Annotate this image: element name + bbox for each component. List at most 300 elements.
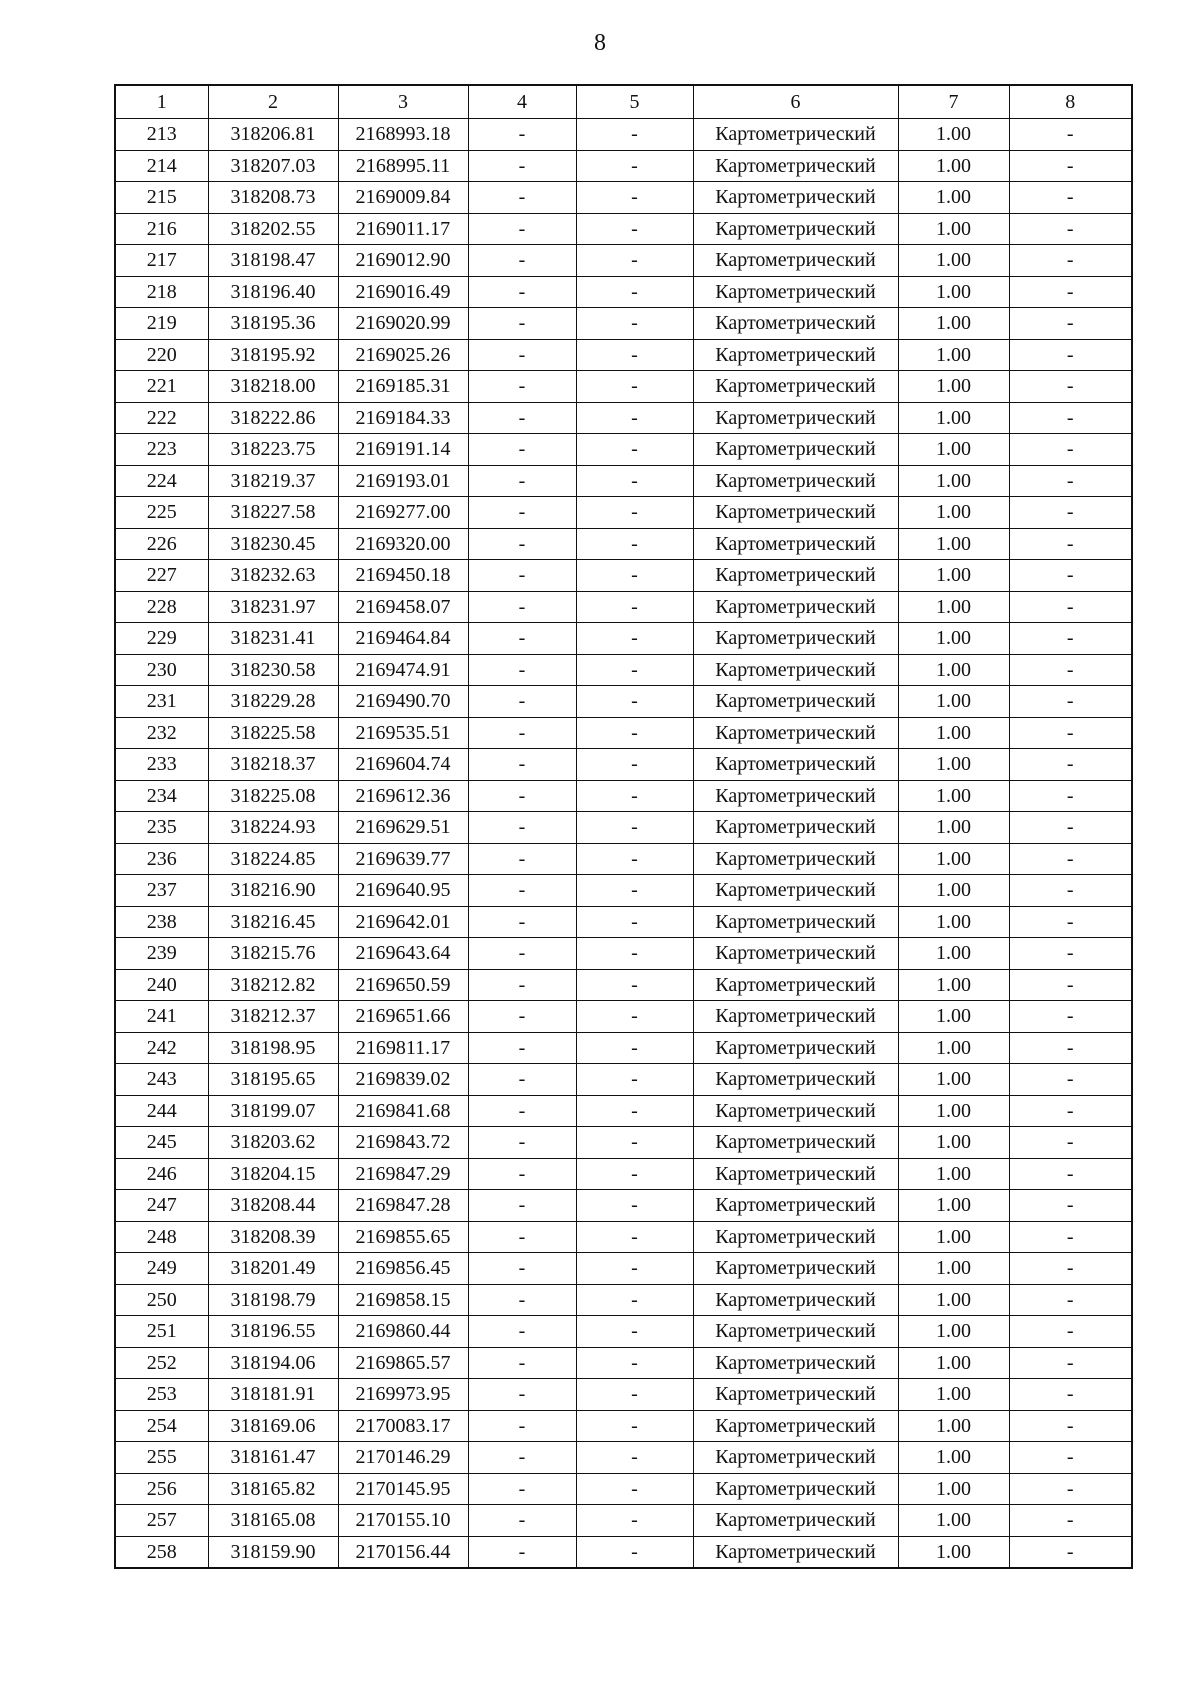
table-row	[115, 875, 1132, 907]
cell-col-4: -	[468, 717, 576, 749]
cell-coord-y: 2170145.95	[338, 1473, 468, 1505]
cell-point-number: 258	[115, 1536, 208, 1568]
table-row	[115, 1442, 1132, 1474]
cell-coord-y: 2169847.28	[338, 1190, 468, 1222]
cell-coord-y: 2169020.99	[338, 308, 468, 340]
cell-col-8: -	[1009, 1032, 1132, 1064]
cell-col-8: -	[1009, 1190, 1132, 1222]
cell-accuracy: 1.00	[898, 938, 1009, 970]
cell-col-5: -	[576, 1221, 693, 1253]
cell-col-4: -	[468, 308, 576, 340]
cell-method: Картометрический	[693, 1284, 898, 1316]
cell-col-5: -	[576, 150, 693, 182]
cell-accuracy: 1.00	[898, 780, 1009, 812]
cell-accuracy: 1.00	[898, 1379, 1009, 1411]
cell-coord-y: 2169193.01	[338, 465, 468, 497]
cell-method: Картометрический	[693, 1347, 898, 1379]
cell-method: Картометрический	[693, 1064, 898, 1096]
cell-coord-x: 318208.39	[208, 1221, 338, 1253]
cell-coord-y: 2169858.15	[338, 1284, 468, 1316]
cell-point-number: 226	[115, 528, 208, 560]
cell-method: Картометрический	[693, 969, 898, 1001]
column-header-4: 4	[468, 85, 576, 119]
cell-col-5: -	[576, 119, 693, 151]
cell-point-number: 222	[115, 402, 208, 434]
cell-point-number: 218	[115, 276, 208, 308]
cell-col-5: -	[576, 371, 693, 403]
cell-point-number: 227	[115, 560, 208, 592]
cell-col-8: -	[1009, 780, 1132, 812]
cell-col-5: -	[576, 1410, 693, 1442]
cell-accuracy: 1.00	[898, 654, 1009, 686]
cell-method: Картометрический	[693, 1158, 898, 1190]
cell-method: Картометрический	[693, 1095, 898, 1127]
cell-coord-x: 318212.82	[208, 969, 338, 1001]
cell-col-8: -	[1009, 938, 1132, 970]
table-row	[115, 906, 1132, 938]
cell-accuracy: 1.00	[898, 119, 1009, 151]
table-row	[115, 1410, 1132, 1442]
cell-col-4: -	[468, 1410, 576, 1442]
cell-accuracy: 1.00	[898, 182, 1009, 214]
cell-method: Картометрический	[693, 623, 898, 655]
cell-point-number: 247	[115, 1190, 208, 1222]
table-row	[115, 434, 1132, 466]
cell-col-4: -	[468, 371, 576, 403]
cell-point-number: 217	[115, 245, 208, 277]
cell-point-number: 229	[115, 623, 208, 655]
cell-coord-x: 318218.00	[208, 371, 338, 403]
cell-col-8: -	[1009, 1505, 1132, 1537]
cell-col-4: -	[468, 276, 576, 308]
table-row	[115, 1127, 1132, 1159]
cell-coord-y: 2169650.59	[338, 969, 468, 1001]
cell-point-number: 219	[115, 308, 208, 340]
table-row	[115, 969, 1132, 1001]
cell-coord-y: 2169535.51	[338, 717, 468, 749]
cell-point-number: 246	[115, 1158, 208, 1190]
cell-col-5: -	[576, 1032, 693, 1064]
cell-point-number: 254	[115, 1410, 208, 1442]
cell-col-4: -	[468, 560, 576, 592]
cell-col-8: -	[1009, 717, 1132, 749]
cell-col-5: -	[576, 1284, 693, 1316]
cell-method: Картометрический	[693, 1032, 898, 1064]
cell-coord-x: 318222.86	[208, 402, 338, 434]
cell-col-5: -	[576, 434, 693, 466]
cell-coord-y: 2170146.29	[338, 1442, 468, 1474]
cell-col-8: -	[1009, 1347, 1132, 1379]
cell-coord-y: 2169860.44	[338, 1316, 468, 1348]
table-row	[115, 938, 1132, 970]
table-row	[115, 717, 1132, 749]
cell-accuracy: 1.00	[898, 1316, 1009, 1348]
cell-coord-x: 318194.06	[208, 1347, 338, 1379]
table-row	[115, 1190, 1132, 1222]
page-number: 8	[594, 30, 606, 56]
cell-col-4: -	[468, 402, 576, 434]
cell-method: Картометрический	[693, 1410, 898, 1442]
cell-coord-y: 2169841.68	[338, 1095, 468, 1127]
cell-col-4: -	[468, 1221, 576, 1253]
cell-point-number: 235	[115, 812, 208, 844]
cell-col-8: -	[1009, 1127, 1132, 1159]
cell-accuracy: 1.00	[898, 1347, 1009, 1379]
cell-coord-y: 2169191.14	[338, 434, 468, 466]
cell-point-number: 248	[115, 1221, 208, 1253]
table-row	[115, 150, 1132, 182]
cell-accuracy: 1.00	[898, 213, 1009, 245]
cell-col-5: -	[576, 182, 693, 214]
table-row	[115, 213, 1132, 245]
cell-col-8: -	[1009, 654, 1132, 686]
cell-accuracy: 1.00	[898, 843, 1009, 875]
cell-method: Картометрический	[693, 528, 898, 560]
cell-accuracy: 1.00	[898, 591, 1009, 623]
cell-col-5: -	[576, 1064, 693, 1096]
column-header-2: 2	[208, 85, 338, 119]
cell-col-4: -	[468, 1253, 576, 1285]
cell-col-8: -	[1009, 591, 1132, 623]
cell-col-5: -	[576, 1536, 693, 1568]
cell-point-number: 215	[115, 182, 208, 214]
cell-col-8: -	[1009, 182, 1132, 214]
cell-col-5: -	[576, 812, 693, 844]
cell-coord-x: 318225.58	[208, 717, 338, 749]
cell-col-5: -	[576, 213, 693, 245]
cell-col-8: -	[1009, 686, 1132, 718]
cell-accuracy: 1.00	[898, 717, 1009, 749]
cell-col-5: -	[576, 497, 693, 529]
cell-coord-y: 2170156.44	[338, 1536, 468, 1568]
cell-col-5: -	[576, 938, 693, 970]
cell-method: Картометрический	[693, 1221, 898, 1253]
cell-col-8: -	[1009, 1284, 1132, 1316]
cell-col-5: -	[576, 717, 693, 749]
cell-col-8: -	[1009, 749, 1132, 781]
cell-point-number: 216	[115, 213, 208, 245]
table-row	[115, 686, 1132, 718]
table-row	[115, 780, 1132, 812]
cell-coord-x: 318207.03	[208, 150, 338, 182]
cell-accuracy: 1.00	[898, 1158, 1009, 1190]
cell-point-number: 252	[115, 1347, 208, 1379]
cell-coord-y: 2170083.17	[338, 1410, 468, 1442]
cell-col-8: -	[1009, 1253, 1132, 1285]
cell-coord-y: 2169011.17	[338, 213, 468, 245]
cell-coord-y: 2169612.36	[338, 780, 468, 812]
cell-coord-x: 318231.41	[208, 623, 338, 655]
cell-coord-y: 2169016.49	[338, 276, 468, 308]
cell-point-number: 230	[115, 654, 208, 686]
cell-method: Картометрический	[693, 686, 898, 718]
cell-method: Картометрический	[693, 1442, 898, 1474]
cell-coord-y: 2169865.57	[338, 1347, 468, 1379]
cell-coord-y: 2169651.66	[338, 1001, 468, 1033]
cell-col-5: -	[576, 843, 693, 875]
cell-point-number: 239	[115, 938, 208, 970]
cell-col-8: -	[1009, 1158, 1132, 1190]
cell-coord-x: 318196.55	[208, 1316, 338, 1348]
cell-method: Картометрический	[693, 402, 898, 434]
cell-col-8: -	[1009, 1095, 1132, 1127]
cell-col-8: -	[1009, 1001, 1132, 1033]
column-header-1: 1	[115, 85, 208, 119]
cell-method: Картометрический	[693, 780, 898, 812]
cell-method: Картометрический	[693, 339, 898, 371]
cell-accuracy: 1.00	[898, 150, 1009, 182]
cell-method: Картометрический	[693, 465, 898, 497]
cell-accuracy: 1.00	[898, 339, 1009, 371]
cell-col-4: -	[468, 434, 576, 466]
cell-coord-x: 318195.92	[208, 339, 338, 371]
cell-method: Картометрический	[693, 717, 898, 749]
table-row	[115, 465, 1132, 497]
cell-col-8: -	[1009, 1316, 1132, 1348]
cell-coord-x: 318225.08	[208, 780, 338, 812]
cell-col-4: -	[468, 1158, 576, 1190]
cell-method: Картометрический	[693, 591, 898, 623]
cell-coord-x: 318195.65	[208, 1064, 338, 1096]
cell-point-number: 255	[115, 1442, 208, 1474]
cell-coord-y: 2169639.77	[338, 843, 468, 875]
cell-coord-x: 318199.07	[208, 1095, 338, 1127]
cell-col-5: -	[576, 1505, 693, 1537]
table-row	[115, 182, 1132, 214]
cell-point-number: 242	[115, 1032, 208, 1064]
cell-col-4: -	[468, 497, 576, 529]
cell-col-5: -	[576, 402, 693, 434]
cell-coord-x: 318181.91	[208, 1379, 338, 1411]
cell-coord-y: 2169464.84	[338, 623, 468, 655]
cell-coord-y: 2169839.02	[338, 1064, 468, 1096]
cell-method: Картометрический	[693, 1253, 898, 1285]
cell-col-5: -	[576, 465, 693, 497]
cell-col-8: -	[1009, 906, 1132, 938]
cell-coord-y: 2169277.00	[338, 497, 468, 529]
cell-coord-y: 2169847.29	[338, 1158, 468, 1190]
cell-method: Картометрический	[693, 875, 898, 907]
cell-coord-y: 2169009.84	[338, 182, 468, 214]
cell-col-5: -	[576, 1316, 693, 1348]
cell-col-8: -	[1009, 560, 1132, 592]
cell-coord-x: 318232.63	[208, 560, 338, 592]
cell-method: Картометрический	[693, 843, 898, 875]
table-row	[115, 245, 1132, 277]
cell-coord-x: 318165.82	[208, 1473, 338, 1505]
table-row	[115, 560, 1132, 592]
cell-col-5: -	[576, 1095, 693, 1127]
cell-coord-x: 318169.06	[208, 1410, 338, 1442]
cell-col-4: -	[468, 1127, 576, 1159]
cell-col-4: -	[468, 969, 576, 1001]
cell-col-4: -	[468, 938, 576, 970]
table-row	[115, 1379, 1132, 1411]
cell-method: Картометрический	[693, 497, 898, 529]
table-header	[115, 85, 1132, 119]
cell-col-5: -	[576, 969, 693, 1001]
cell-col-8: -	[1009, 402, 1132, 434]
cell-method: Картометрический	[693, 749, 898, 781]
cell-method: Картометрический	[693, 1505, 898, 1537]
table-row	[115, 1064, 1132, 1096]
cell-coord-x: 318206.81	[208, 119, 338, 151]
cell-accuracy: 1.00	[898, 308, 1009, 340]
cell-coord-y: 2169973.95	[338, 1379, 468, 1411]
cell-accuracy: 1.00	[898, 402, 1009, 434]
cell-col-8: -	[1009, 812, 1132, 844]
cell-col-4: -	[468, 528, 576, 560]
table-row	[115, 1001, 1132, 1033]
cell-coord-y: 2169450.18	[338, 560, 468, 592]
cell-col-5: -	[576, 1347, 693, 1379]
cell-col-8: -	[1009, 1064, 1132, 1096]
cell-point-number: 221	[115, 371, 208, 403]
cell-col-8: -	[1009, 371, 1132, 403]
cell-col-4: -	[468, 1442, 576, 1474]
cell-col-8: -	[1009, 497, 1132, 529]
cell-coord-y: 2169843.72	[338, 1127, 468, 1159]
cell-col-4: -	[468, 245, 576, 277]
cell-coord-x: 318159.90	[208, 1536, 338, 1568]
cell-coord-y: 2169185.31	[338, 371, 468, 403]
cell-accuracy: 1.00	[898, 1505, 1009, 1537]
cell-method: Картометрический	[693, 1001, 898, 1033]
table-row	[115, 843, 1132, 875]
cell-col-4: -	[468, 119, 576, 151]
cell-coord-y: 2169474.91	[338, 654, 468, 686]
table-row	[115, 1347, 1132, 1379]
cell-coord-x: 318198.47	[208, 245, 338, 277]
cell-coord-x: 318204.15	[208, 1158, 338, 1190]
cell-col-4: -	[468, 1095, 576, 1127]
cell-accuracy: 1.00	[898, 560, 1009, 592]
cell-col-4: -	[468, 654, 576, 686]
cell-point-number: 244	[115, 1095, 208, 1127]
cell-accuracy: 1.00	[898, 528, 1009, 560]
column-header-3: 3	[338, 85, 468, 119]
cell-point-number: 233	[115, 749, 208, 781]
column-header-7: 7	[898, 85, 1009, 119]
cell-coord-x: 318229.28	[208, 686, 338, 718]
cell-col-8: -	[1009, 119, 1132, 151]
cell-coord-x: 318215.76	[208, 938, 338, 970]
cell-accuracy: 1.00	[898, 1221, 1009, 1253]
cell-col-4: -	[468, 1064, 576, 1096]
cell-accuracy: 1.00	[898, 1064, 1009, 1096]
cell-col-4: -	[468, 686, 576, 718]
table-row	[115, 1253, 1132, 1285]
cell-accuracy: 1.00	[898, 749, 1009, 781]
cell-coord-y: 2169025.26	[338, 339, 468, 371]
cell-accuracy: 1.00	[898, 1410, 1009, 1442]
cell-method: Картометрический	[693, 182, 898, 214]
cell-col-8: -	[1009, 465, 1132, 497]
cell-col-8: -	[1009, 1410, 1132, 1442]
cell-col-5: -	[576, 1442, 693, 1474]
cell-accuracy: 1.00	[898, 623, 1009, 655]
cell-coord-y: 2169629.51	[338, 812, 468, 844]
cell-col-4: -	[468, 1379, 576, 1411]
cell-accuracy: 1.00	[898, 1095, 1009, 1127]
cell-point-number: 241	[115, 1001, 208, 1033]
cell-point-number: 225	[115, 497, 208, 529]
cell-accuracy: 1.00	[898, 906, 1009, 938]
cell-coord-y: 2169320.00	[338, 528, 468, 560]
cell-coord-x: 318224.93	[208, 812, 338, 844]
cell-col-8: -	[1009, 150, 1132, 182]
cell-col-4: -	[468, 182, 576, 214]
table-row	[115, 1473, 1132, 1505]
table-row	[115, 1095, 1132, 1127]
cell-col-4: -	[468, 1001, 576, 1033]
cell-col-5: -	[576, 1473, 693, 1505]
table-row	[115, 528, 1132, 560]
cell-point-number: 231	[115, 686, 208, 718]
cell-coord-x: 318198.79	[208, 1284, 338, 1316]
cell-coord-x: 318212.37	[208, 1001, 338, 1033]
cell-method: Картометрический	[693, 812, 898, 844]
cell-coord-y: 2169184.33	[338, 402, 468, 434]
cell-coord-y: 2170155.10	[338, 1505, 468, 1537]
cell-coord-y: 2169604.74	[338, 749, 468, 781]
cell-method: Картометрический	[693, 1190, 898, 1222]
cell-point-number: 213	[115, 119, 208, 151]
cell-col-4: -	[468, 812, 576, 844]
cell-method: Картометрический	[693, 119, 898, 151]
cell-method: Картометрический	[693, 938, 898, 970]
cell-coord-x: 318201.49	[208, 1253, 338, 1285]
cell-col-4: -	[468, 1536, 576, 1568]
cell-point-number: 236	[115, 843, 208, 875]
cell-col-4: -	[468, 875, 576, 907]
cell-method: Картометрический	[693, 371, 898, 403]
cell-col-4: -	[468, 749, 576, 781]
cell-point-number: 223	[115, 434, 208, 466]
cell-col-8: -	[1009, 308, 1132, 340]
cell-col-8: -	[1009, 875, 1132, 907]
cell-col-5: -	[576, 591, 693, 623]
cell-point-number: 214	[115, 150, 208, 182]
cell-accuracy: 1.00	[898, 1442, 1009, 1474]
cell-col-5: -	[576, 654, 693, 686]
cell-col-5: -	[576, 1001, 693, 1033]
cell-method: Картометрический	[693, 150, 898, 182]
cell-col-5: -	[576, 308, 693, 340]
cell-coord-x: 318195.36	[208, 308, 338, 340]
cell-col-8: -	[1009, 1536, 1132, 1568]
cell-col-5: -	[576, 906, 693, 938]
cell-point-number: 234	[115, 780, 208, 812]
cell-coord-y: 2169490.70	[338, 686, 468, 718]
cell-point-number: 240	[115, 969, 208, 1001]
cell-coord-y: 2169458.07	[338, 591, 468, 623]
cell-coord-y: 2169811.17	[338, 1032, 468, 1064]
cell-coord-y: 2168995.11	[338, 150, 468, 182]
cell-col-5: -	[576, 339, 693, 371]
cell-accuracy: 1.00	[898, 1473, 1009, 1505]
cell-col-5: -	[576, 780, 693, 812]
cell-accuracy: 1.00	[898, 686, 1009, 718]
cell-coord-x: 318216.90	[208, 875, 338, 907]
cell-coord-y: 2169643.64	[338, 938, 468, 970]
cell-col-5: -	[576, 528, 693, 560]
header-row	[115, 85, 1132, 119]
table-row	[115, 119, 1132, 151]
table-row	[115, 1505, 1132, 1537]
cell-method: Картометрический	[693, 213, 898, 245]
cell-coord-x: 318218.37	[208, 749, 338, 781]
